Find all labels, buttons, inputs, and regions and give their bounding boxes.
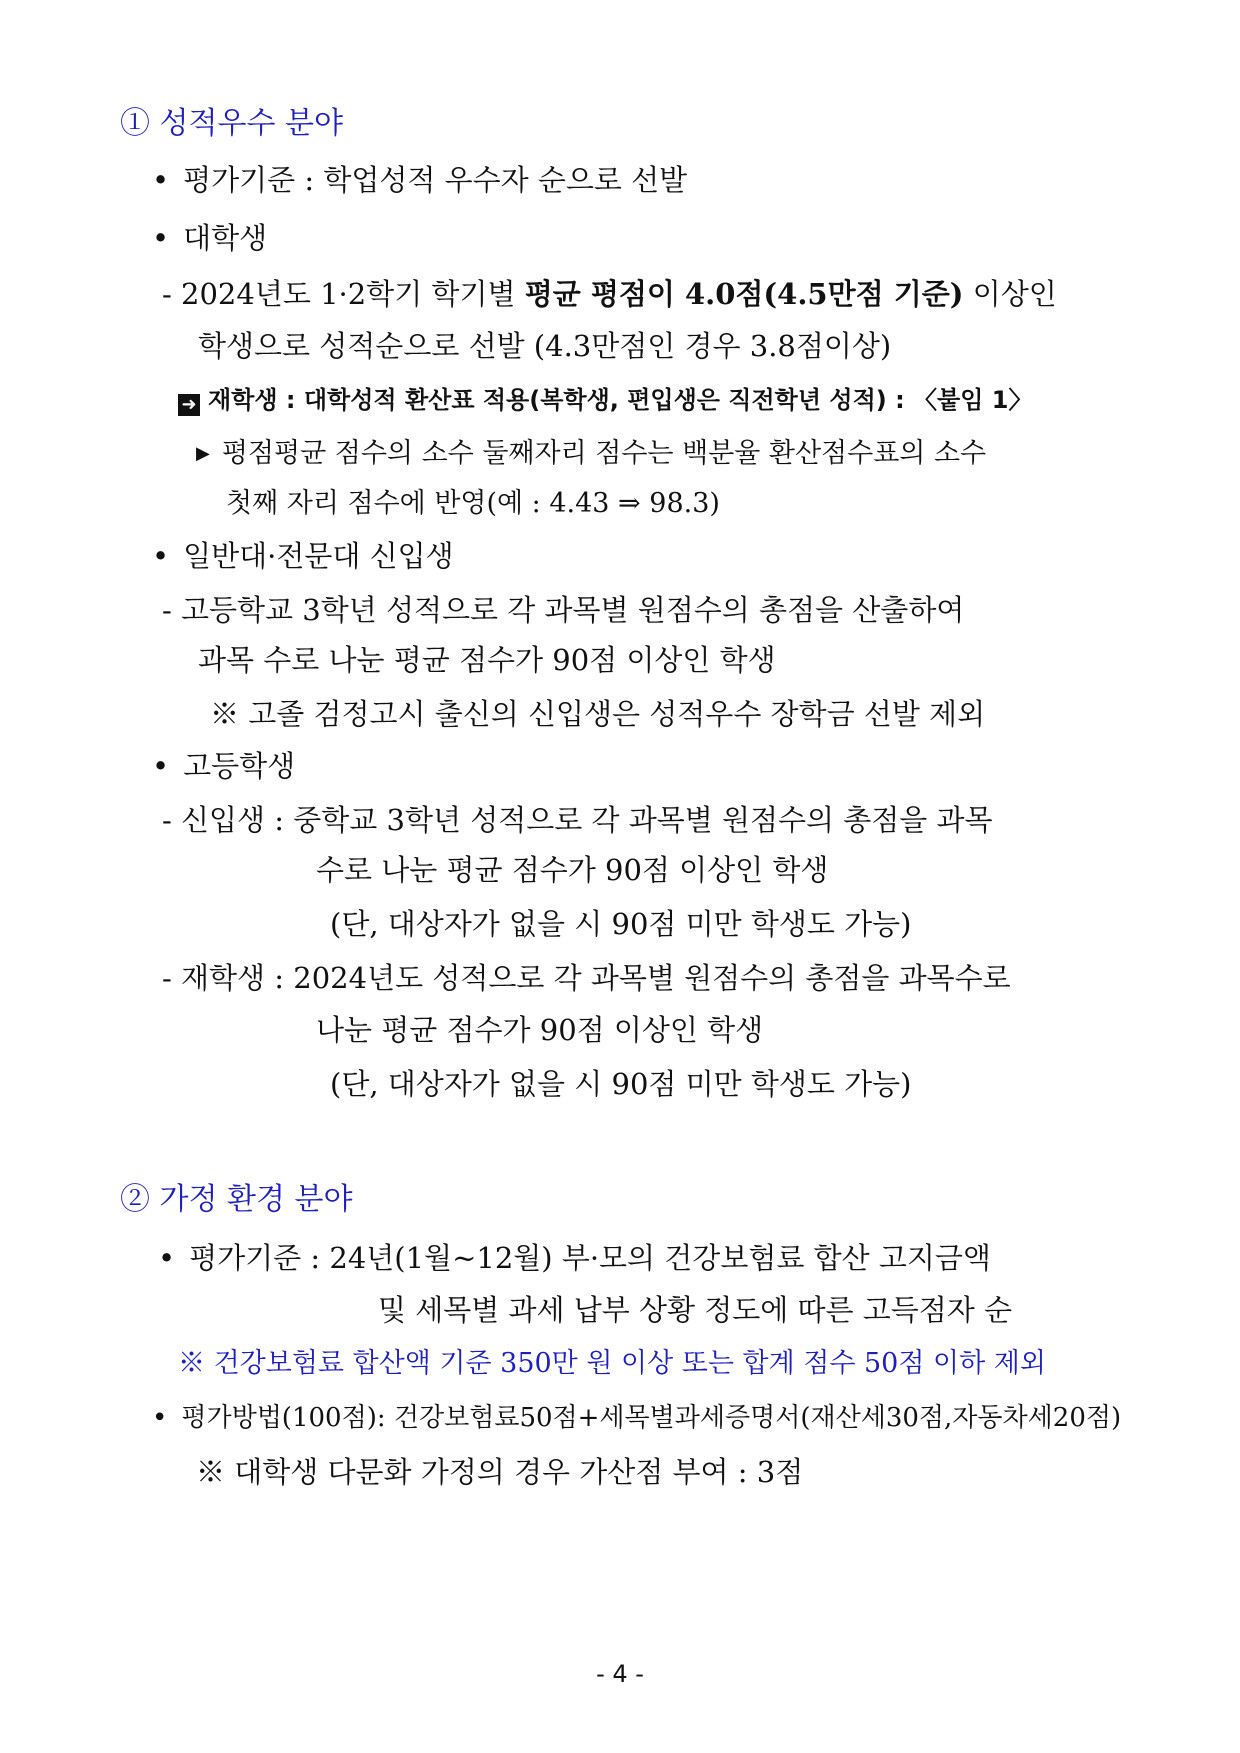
hs-new-line1: - 신입생 : 중학교 3학년 성적으로 각 과목별 원점수의 총점을 과목 — [162, 803, 993, 837]
evaluation-method — [152, 1398, 1121, 1438]
gpa-note2: 첫째 자리 점수에 반영(예 : 4.43 ⇒ 98.3) — [226, 488, 720, 519]
method-text: 평가방법(100점): 건강보험료50점+세목별과세증명서(재산세30점,자동차세20점) — [181, 1403, 1122, 1433]
section2-criteria-line2: 및 세목별 과세 납부 상황 정도에 따른 고득점자 순 — [378, 1293, 1013, 1327]
freshman-label-text: 일반대·전문대 신입생 — [183, 539, 454, 573]
univ-line1-bold: 평균 평점이 4.0점(4.5만점 기준) — [524, 277, 964, 311]
section2-criteria — [158, 1238, 991, 1278]
page-number: - 4 - — [596, 1660, 644, 1688]
hs-label — [152, 746, 295, 786]
section2-title: ② 가정 환경 분야 — [120, 1182, 353, 1217]
hs-cur-line2: 나눈 평균 점수가 90점 이상인 학생 — [316, 1013, 764, 1047]
returning-note-text: 재학생 : 대학성적 환산표 적용(복학생, 편입생은 직전학년 성적) : 〈붙임 1〉 — [208, 386, 1033, 414]
triangle-icon: ▶ — [196, 443, 210, 464]
bullet-icon: • — [152, 1403, 168, 1433]
criteria-text: 평가기준 : 학업성적 우수자 순으로 선발 — [183, 163, 688, 197]
criteria-line1-text: 평가기준 : 24년(1월~12월) 부·모의 건강보험료 합산 고지금액 — [189, 1241, 991, 1275]
bullet-icon: • — [158, 1241, 176, 1275]
bullet-icon: • — [152, 221, 170, 255]
hs-new-line3: (단, 대상자가 없을 시 90점 미만 학생도 가능) — [330, 907, 912, 941]
gpa-note1 — [196, 434, 986, 474]
section1-criteria — [152, 160, 687, 200]
bullet-icon: • — [152, 749, 170, 783]
section1-title: ① 성적우수 분야 — [120, 106, 343, 141]
arrow-box-icon: ➜ — [178, 394, 200, 416]
freshman-line1: - 고등학교 3학년 성적으로 각 과목별 원점수의 총점을 산출하여 — [162, 593, 965, 627]
bonus-note: ※ 대학생 다문화 가정의 경우 가산점 부여 : 3점 — [196, 1455, 804, 1489]
univ-line1 — [162, 274, 1057, 314]
univ-line1-b: 이상인 — [963, 277, 1057, 311]
exclusion-note: ※ 건강보험료 합산액 기준 350만 원 이상 또는 합계 점수 50점 이하 제외 — [178, 1348, 1046, 1379]
hs-new-line2: 수로 나눈 평균 점수가 90점 이상인 학생 — [316, 853, 829, 887]
univ-label — [152, 218, 267, 258]
freshman-note: ※ 고졸 검정고시 출신의 신입생은 성적우수 장학금 선발 제외 — [210, 697, 986, 731]
bullet-icon: • — [152, 539, 170, 573]
hs-cur-line1: - 재학생 : 2024년도 성적으로 각 과목별 원점수의 총점을 과목수로 — [162, 961, 1011, 995]
univ-label-text: 대학생 — [183, 221, 268, 255]
returning-note — [178, 380, 1032, 420]
hs-label-text: 고등학생 — [183, 749, 296, 783]
freshman-label — [152, 536, 454, 576]
univ-line2: 학생으로 성적순으로 선발 (4.3만점인 경우 3.8점이상) — [198, 329, 892, 363]
univ-line1-a: - 2024년도 1·2학기 학기별 — [162, 277, 525, 311]
hs-cur-line3: (단, 대상자가 없을 시 90점 미만 학생도 가능) — [330, 1067, 912, 1101]
bullet-icon: • — [152, 163, 170, 197]
freshman-line2: 과목 수로 나눈 평균 점수가 90점 이상인 학생 — [198, 643, 776, 677]
gpa-note1-text: 평점평균 점수의 소수 둘째자리 점수는 백분율 환산점수표의 소수 — [221, 438, 987, 469]
